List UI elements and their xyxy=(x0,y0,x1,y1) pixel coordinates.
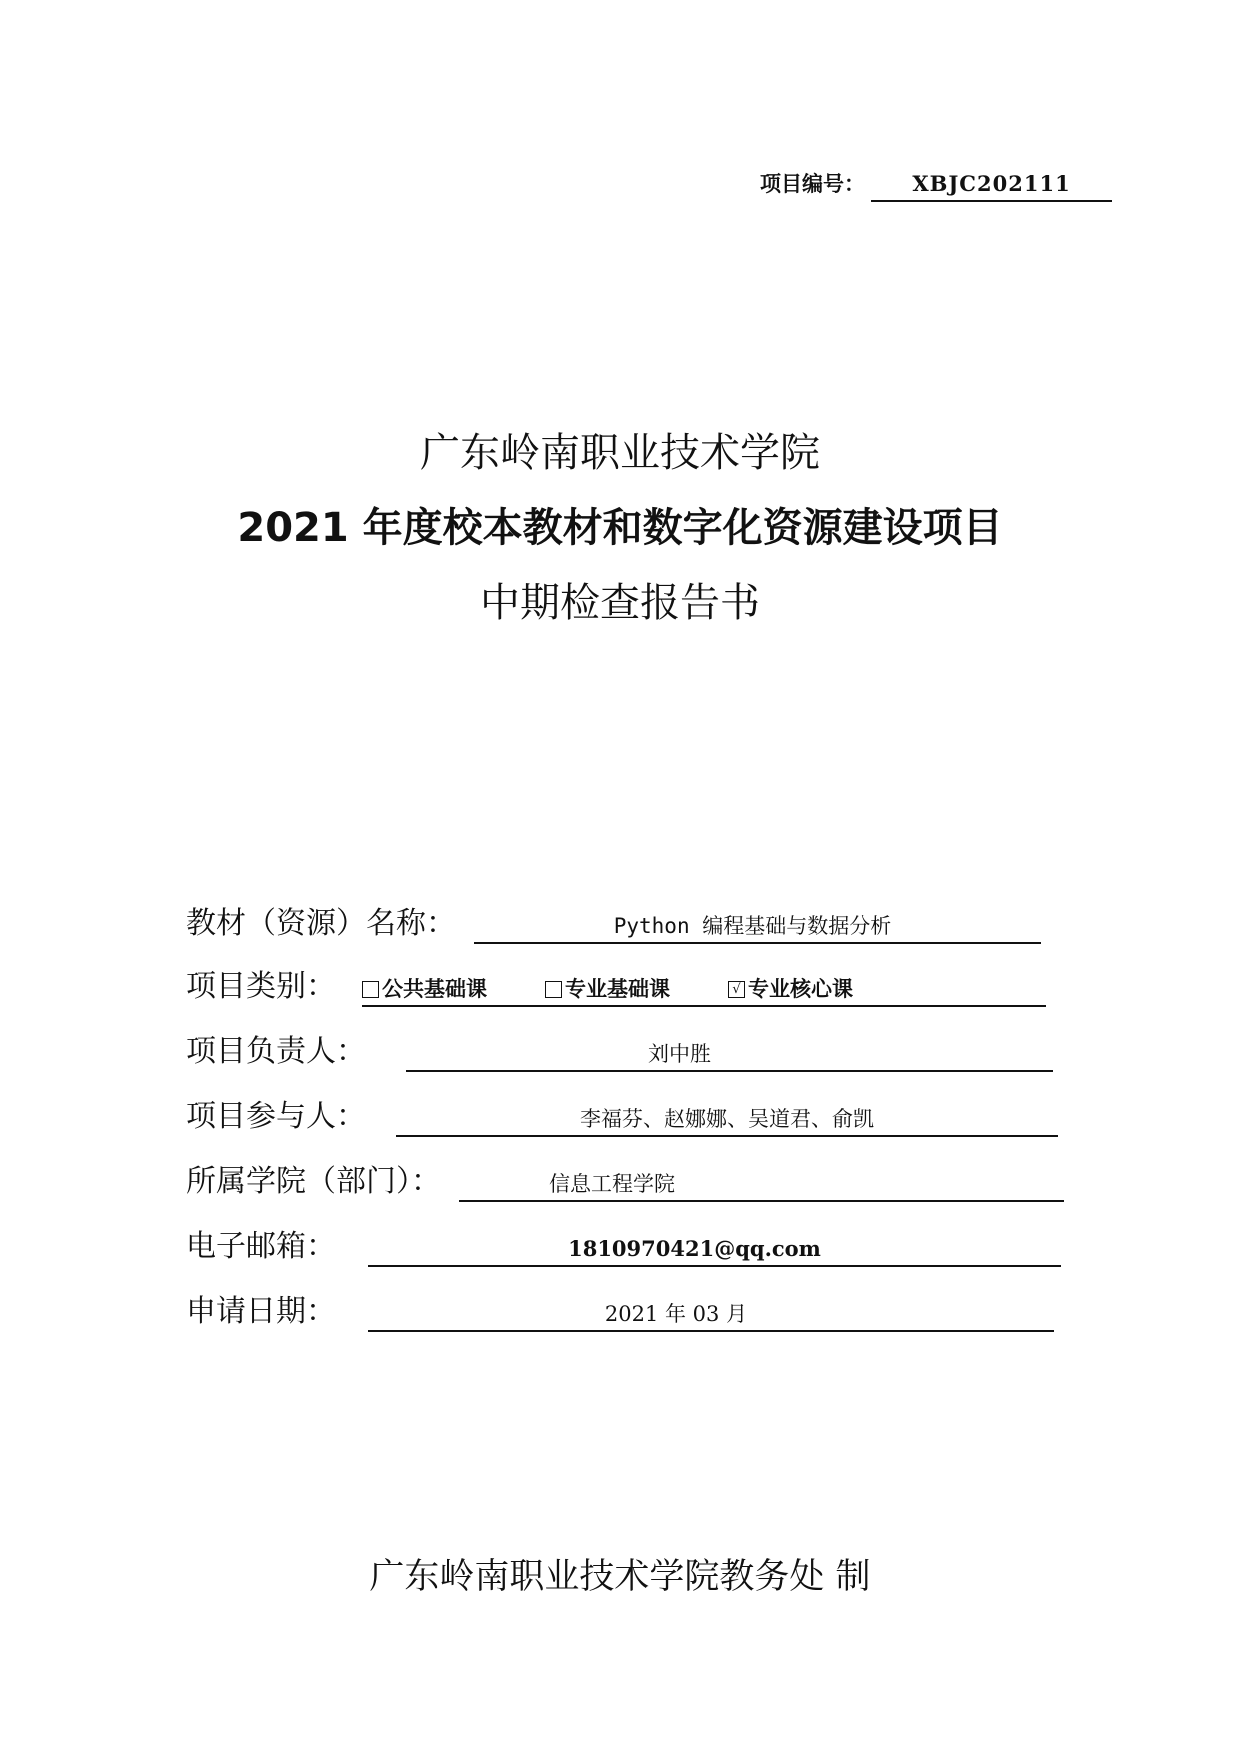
title-project: 2021 年度校本教材和数字化资源建设项目 xyxy=(237,505,1003,551)
field-members-line xyxy=(396,1103,1058,1137)
checkbox-basic-icon[interactable] xyxy=(545,981,562,998)
field-material-name xyxy=(186,900,1041,944)
field-leader-value: 刘中胜 xyxy=(648,1042,711,1066)
field-members xyxy=(186,1093,1058,1137)
project-number xyxy=(760,166,1112,202)
project-number-label: 项目编号： xyxy=(760,172,865,196)
field-members-label: 项目参与人： xyxy=(186,1099,366,1134)
title-report: 中期检查报告书 xyxy=(480,580,760,626)
field-leader-label: 项目负责人： xyxy=(186,1034,366,1069)
field-material-name-label: 教材（资源）名称： xyxy=(186,906,456,941)
field-email xyxy=(186,1223,1061,1267)
field-leader xyxy=(186,1028,1053,1072)
field-members-value: 李福芬、赵娜娜、吴道君、俞凯 xyxy=(580,1107,874,1131)
checkbox-core-icon[interactable]: √ xyxy=(728,981,745,998)
category-option-public-label: 公共基础课 xyxy=(382,977,487,1001)
footer-issuer: 广东岭南职业技术学院教务处 制 xyxy=(369,1557,871,1597)
field-email-value: 1810970421@qq.com xyxy=(568,1236,821,1261)
field-category-label: 项目类别： xyxy=(186,969,336,1004)
field-material-name-line xyxy=(474,910,1041,944)
project-number-value: XBJC202111 xyxy=(871,171,1112,202)
field-category-line xyxy=(362,973,1046,1007)
category-option-core[interactable] xyxy=(728,975,853,1003)
field-email-line xyxy=(368,1233,1061,1267)
category-option-public[interactable] xyxy=(362,975,487,1003)
field-college-line xyxy=(459,1168,1064,1202)
field-college-value: 信息工程学院 xyxy=(549,1172,675,1196)
field-leader-line xyxy=(406,1038,1053,1072)
field-date-label: 申请日期： xyxy=(186,1294,336,1329)
category-option-basic[interactable] xyxy=(545,975,670,1003)
category-option-basic-label: 专业基础课 xyxy=(565,977,670,1001)
title-school: 广东岭南职业技术学院 xyxy=(420,430,820,476)
field-college xyxy=(186,1158,1064,1202)
field-category xyxy=(186,963,1046,1007)
field-date-value: 2021 年 03 月 xyxy=(604,1302,748,1326)
category-option-core-label: 专业核心课 xyxy=(748,977,853,1001)
field-date-line xyxy=(368,1298,1054,1332)
field-college-label: 所属学院（部门）： xyxy=(186,1164,441,1199)
field-date xyxy=(186,1288,1054,1332)
field-material-name-value: Python 编程基础与数据分析 xyxy=(613,914,892,938)
checkbox-public-icon[interactable] xyxy=(362,981,379,998)
field-email-label: 电子邮箱： xyxy=(186,1229,336,1264)
